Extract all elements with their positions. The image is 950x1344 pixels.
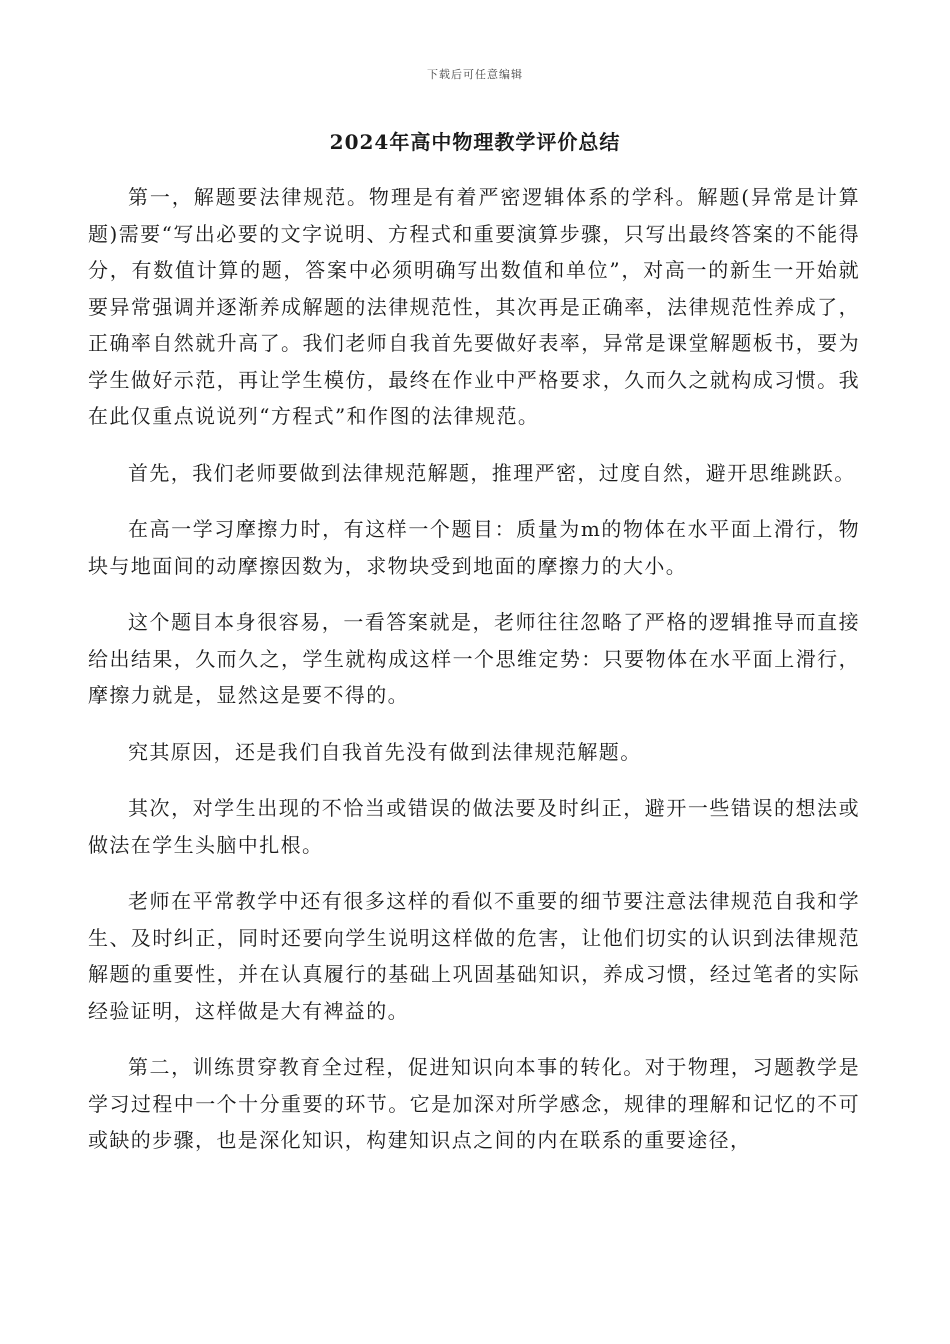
paragraph: 老师在平常教学中还有很多这样的看似不重要的细节要注意法律规范自我和学生、及时纠正，同时还要向学生说明这样做的危害，让他们切实的认识到法律规范解题的重要性，并在认真履行的基础上巩固基础知识，养成习惯，经过笔者的实际经验证明，这样做是大有裨益的。 [88, 889, 860, 1023]
paragraph: 第一，解题要法律规范。物理是有着严密逻辑体系的学科。解题(异常是计算题)需要“写出必要的文字说明、方程式和重要演算步骤，只写出最终答案的不能得分，有数值计算的题，答案中必须明确写出数值和单位”，对高一的新生一开始就要异常强调并逐渐养成解题的法律规范性，其次再是正确率，法律规范性养成了，正确率自然就升高了。我们老师自我首先要做好表率，异常是课堂解题板书，要为学生做好示范，再让学生模仿，最终在作业中严格要求，久而久之就构成习惯。我在此仅重点说说列“方程式”和作图的法律规范。 [88, 185, 860, 428]
document-body [88, 179, 860, 1179]
header-note: 下载后可任意编辑 [427, 68, 523, 81]
paragraph: 其次，对学生出现的不恰当或错误的做法要及时纠正，避开一些错误的想法或做法在学生头脑中扎根。 [88, 796, 860, 857]
paragraph: 首先，我们老师要做到法律规范解题，推理严密，过度自然，避开思维跳跃。 [128, 460, 856, 485]
paragraph: 在高一学习摩擦力时，有这样一个题目：质量为m的物体在水平面上滑行，物块与地面间的动摩擦因数为，求物块受到地面的摩擦力的大小。 [88, 517, 860, 578]
paragraph: 第二，训练贯穿教育全过程，促进知识向本事的转化。对于物理，习题教学是学习过程中一个十分重要的环节。它是加深对所学感念，规律的理解和记忆的不可或缺的步骤，也是深化知识，构建知识点之间的内在联系的重要途径， [88, 1055, 860, 1152]
paragraph: 究其原因，还是我们自我首先没有做到法律规范解题。 [128, 739, 642, 764]
document-title: 2024年高中物理教学评价总结 [329, 130, 621, 154]
paragraph: 这个题目本身很容易，一看答案就是，老师往往忽略了严格的逻辑推导而直接给出结果，久而久之，学生就构成这样一个思维定势：只要物体在水平面上滑行，摩擦力就是，显然这是要不得的。 [88, 610, 860, 707]
